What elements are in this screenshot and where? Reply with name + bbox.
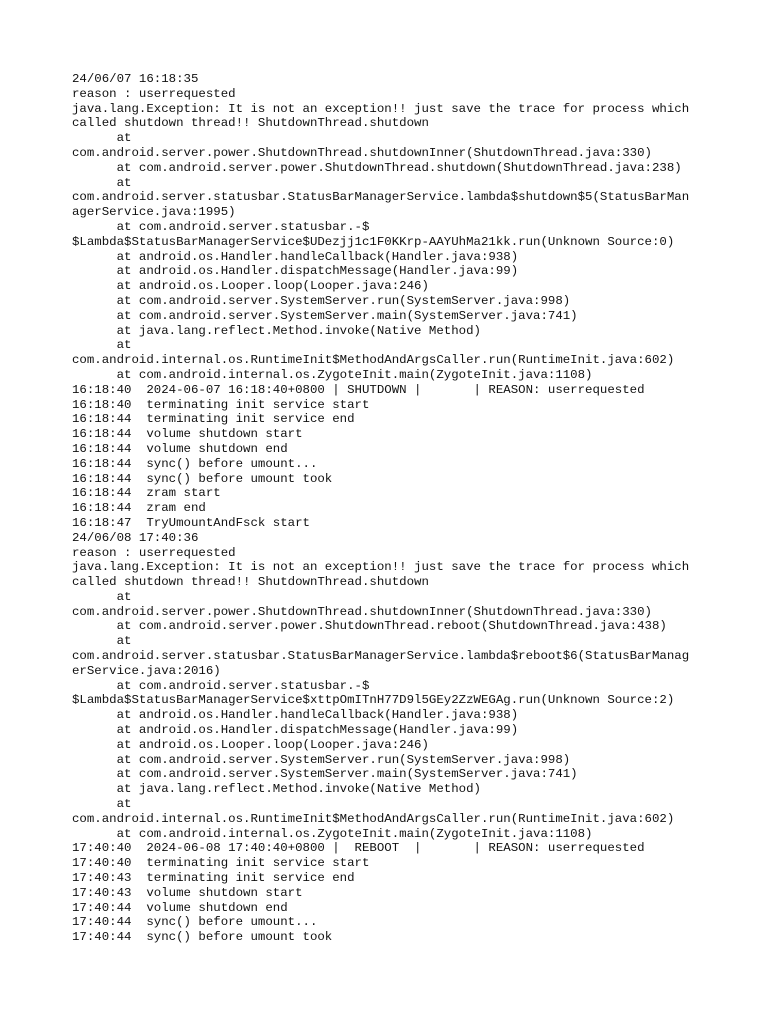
log-line: called shutdown thread!! ShutdownThread.shutdown: [72, 116, 429, 131]
log-line: 17:40:44 volume shutdown end: [72, 900, 288, 915]
log-line: at: [72, 589, 132, 604]
log-line: reason : userrequested: [72, 545, 236, 560]
log-line: 16:18:47 TryUmountAndFsck start: [72, 515, 310, 530]
log-line: $Lambda$StatusBarManagerService$UDezjj1c1F0KKrp-AAYUhMa21kk.run(Unknown Source:0): [72, 234, 675, 249]
log-line: 16:18:44 volume shutdown end: [72, 441, 288, 456]
log-line: com.android.server.statusbar.StatusBarManagerService.lambda$reboot$6(StatusBarManag: [72, 649, 690, 664]
log-line: at com.android.server.power.ShutdownThread.reboot(ShutdownThread.java:438): [72, 619, 667, 634]
log-line: 17:40:44 sync() before umount...: [72, 915, 318, 930]
log-line: at java.lang.reflect.Method.invoke(Native Method): [72, 782, 481, 797]
log-line: called shutdown thread!! ShutdownThread.shutdown: [72, 575, 429, 590]
log-line: reason : userrequested: [72, 86, 236, 101]
log-line: 16:18:44 sync() before umount took: [72, 471, 333, 486]
log-line: 24/06/07 16:18:35: [72, 72, 199, 86]
log-line: at: [72, 131, 132, 146]
log-line: java.lang.Exception: It is not an exception!! just save the trace for process which: [72, 101, 690, 116]
log-line: 16:18:44 sync() before umount...: [72, 456, 318, 471]
log-line: at: [72, 338, 132, 353]
log-line: at com.android.server.power.ShutdownThread.shutdown(ShutdownThread.java:238): [72, 160, 682, 175]
log-line: at: [72, 175, 132, 190]
log-line: at java.lang.reflect.Method.invoke(Native Method): [72, 323, 481, 338]
log-line: at com.android.server.statusbar.-$: [72, 219, 370, 234]
log-line: 16:18:40 2024-06-07 16:18:40+0800 | SHUTDOWN | | REASON: userrequested: [72, 382, 645, 397]
log-line: 24/06/08 17:40:36: [72, 530, 199, 545]
log-line: at com.android.server.SystemServer.main(SystemServer.java:741): [72, 767, 578, 782]
log-line: at android.os.Looper.loop(Looper.java:246): [72, 737, 429, 752]
log-line: agerService.java:1995): [72, 205, 236, 220]
log-line: 16:18:44 zram start: [72, 486, 221, 501]
log-line: com.android.server.power.ShutdownThread.shutdownInner(ShutdownThread.java:330): [72, 145, 652, 160]
log-line: 17:40:44 sync() before umount took: [72, 930, 333, 945]
log-line: at com.android.server.statusbar.-$: [72, 678, 370, 693]
log-line: at com.android.server.SystemServer.run(SystemServer.java:998): [72, 752, 571, 767]
log-line: com.android.internal.os.RuntimeInit$MethodAndArgsCaller.run(RuntimeInit.java:602): [72, 353, 675, 368]
log-line: erService.java:2016): [72, 663, 221, 678]
log-line: 16:18:44 volume shutdown start: [72, 427, 303, 442]
log-line: 16:18:44 zram end: [72, 501, 206, 516]
log-line: 16:18:40 terminating init service start: [72, 397, 370, 412]
log-line: com.android.server.power.ShutdownThread.shutdownInner(ShutdownThread.java:330): [72, 604, 652, 619]
log-line: at android.os.Handler.handleCallback(Handler.java:938): [72, 249, 519, 264]
log-line: at com.android.internal.os.ZygoteInit.main(ZygoteInit.java:1108): [72, 367, 593, 382]
log-line: at: [72, 634, 132, 649]
log-line: 17:40:40 terminating init service start: [72, 856, 370, 871]
log-line: at android.os.Looper.loop(Looper.java:246): [72, 279, 429, 294]
log-line: at com.android.internal.os.ZygoteInit.main(ZygoteInit.java:1108): [72, 826, 593, 841]
log-line: 17:40:43 volume shutdown start: [72, 885, 303, 900]
log-line: com.android.internal.os.RuntimeInit$MethodAndArgsCaller.run(RuntimeInit.java:602): [72, 811, 675, 826]
log-line: 17:40:40 2024-06-08 17:40:40+0800 | REBOOT | | REASON: userrequested: [72, 841, 645, 856]
log-line: 16:18:44 terminating init service end: [72, 412, 355, 427]
log-line: java.lang.Exception: It is not an exception!! just save the trace for process which: [72, 560, 690, 575]
log-line: $Lambda$StatusBarManagerService$xttpOmITnH77D9l5GEy2ZzWEGAg.run(Unknown Source:2): [72, 693, 675, 708]
log-line: at com.android.server.SystemServer.run(SystemServer.java:998): [72, 293, 571, 308]
log-text-body: [72, 72, 704, 945]
log-line: com.android.server.statusbar.StatusBarManagerService.lambda$shutdown$5(StatusBarMan: [72, 190, 690, 205]
log-line: 17:40:43 terminating init service end: [72, 871, 355, 886]
log-line: at android.os.Handler.dispatchMessage(Handler.java:99): [72, 723, 519, 738]
log-line: at android.os.Handler.handleCallback(Handler.java:938): [72, 708, 519, 723]
log-line: at: [72, 797, 132, 812]
log-line: at android.os.Handler.dispatchMessage(Handler.java:99): [72, 264, 519, 279]
log-line: at com.android.server.SystemServer.main(SystemServer.java:741): [72, 308, 578, 323]
